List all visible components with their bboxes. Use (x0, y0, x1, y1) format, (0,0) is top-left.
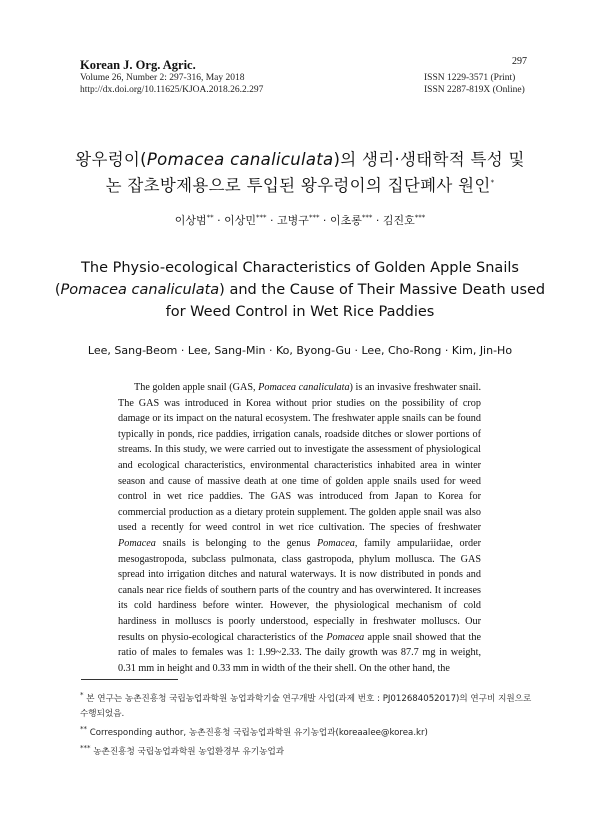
korean-author-mark: ** (206, 213, 214, 222)
abstract-paragraph (118, 380, 481, 676)
korean-author-mark: *** (361, 213, 373, 222)
abstract-species-4: Pomacea (326, 631, 365, 643)
journal-meta (80, 73, 263, 96)
korean-author-name: 이상범 (174, 214, 207, 227)
footnote-mark: *** (80, 743, 91, 752)
korean-author-name: 이상민 (224, 214, 257, 227)
english-title-line3: for Weed Control in Wet Rice Paddies (165, 304, 435, 320)
english-title (40, 257, 560, 323)
footnote-funding (80, 688, 540, 722)
abstract-text-3: snails is belonging to the genus (155, 537, 317, 549)
volume-line: Volume 26, Number 2: 297-316, May 2018 (80, 73, 245, 83)
korean-author-mark: *** (308, 213, 320, 222)
english-title-species: Pomacea canaliculata (60, 282, 220, 298)
korean-author-separator: · (213, 214, 225, 227)
korean-author-separator: · (266, 214, 278, 227)
english-title-line2 (40, 279, 560, 301)
english-authors: Lee, Sang-Beom · Lee, Sang-Min · Ko, Byong-Gu · Lee, Cho-Rong · Kim, Jin-Ho (87, 344, 513, 357)
korean-author-separator: · (372, 214, 383, 227)
abstract-text-5: apple snail showed that the ratio of males to females was 1: 1.99~2.33. The daily growth was 87.7 mg in weight, 0.31 mm in height and 0.33 mm in width of the their shell. On the other hand, the (118, 631, 481, 674)
korean-author-name: 이초롱 (329, 214, 362, 227)
english-title-paren: ( (54, 282, 61, 298)
korean-title-line2 (40, 172, 560, 196)
korean-author-mark: *** (256, 213, 267, 222)
footnote-text: 농촌진흥청 국립농업과학원 농업환경부 유기농업과 (90, 746, 285, 757)
footnote-text: 본 연구는 농촌진흥청 국립농업과학원 농업과학기술 연구개발 사업(과제 번호 : PJ012684052017)의 연구비 지원으로 수행되었음. (80, 693, 532, 719)
abstract (118, 380, 481, 676)
doi-link[interactable]: http://dx.doi.org/10.11625/KJOA.2018.26.2.297 (80, 84, 264, 95)
korean-title-suffix: )의 생리·생태학적 특성 및 (333, 150, 525, 169)
korean-title-prefix: 왕우렁이( (75, 150, 147, 169)
issn-print: ISSN 1229-3571 (Print) (424, 73, 516, 83)
footnotes (80, 688, 540, 760)
abstract-text-1: The golden apple snail (GAS, (134, 382, 259, 393)
korean-author-name: 고병구 (277, 214, 309, 227)
korean-author-separator: · (319, 214, 330, 227)
korean-author-mark: *** (414, 213, 426, 222)
korean-title-footnote-mark: * (490, 178, 495, 187)
abstract-species-3: Pomacea (316, 537, 355, 549)
abstract-species-1: Pomacea canaliculata (258, 382, 350, 393)
abstract-text-4: , family ampulariidae, order mesogastropoda, subclass pulmonata, class gastropoda, phylum mollusca. The GAS spread into irrigation ditches and natural waterways. It is now distributed in ponds and canals near rice fields of southern parts of the country and has overwintered. It increases its cold hardiness before winter. However, the physiological mechanism of cold hardiness in molluscs is poorly understood, especially in freshwater molluscs. Our results on physio-ecological characteristics of the (118, 537, 481, 643)
footnote-text: Corresponding author, 농촌진흥청 국립농업과학원 유기농업과(koreaalee@korea.kr) (87, 727, 428, 738)
footnote-divider (81, 679, 178, 680)
footnote-mark: ** (80, 724, 87, 733)
footnote-mark: * (80, 691, 84, 699)
abstract-species-2: Pomacea (118, 537, 156, 549)
korean-title-line2-text: 논 잡초방제용으로 투입된 왕우렁이의 집단폐사 원인 (105, 176, 491, 195)
abstract-text-2: ) is an invasive freshwater snail. The GAS was introduced in Korea without prior studies on the possibility of crop damage or its impact on the natural ecosystem. The freshwater apple snails can be found typically in ponds, rice paddies, irrigation canals, roadside ditches or slower portions of streams. In this study, we were carried out to investigate the assessment of physiological and ecological characteristics, environmental characteristics inhabited area in winter season and cause of massive death at one time of golden apple snails used for weed control in wet rice paddies. The GAS was introduced from Japan to Korea for commercial production as a dietary protein supplement. The golden apple snail was also used a recently for weed control in wet rice cultivation. The species of freshwater (118, 382, 482, 534)
korean-title-species: Pomacea canaliculata (146, 150, 334, 169)
issn-block (424, 73, 525, 96)
journal-name: Korean J. Org. Agric. (80, 58, 196, 72)
footnote-corresponding (80, 722, 540, 741)
issn-online: ISSN 2287-819X (Online) (424, 84, 525, 95)
korean-author-name: 김진호 (382, 214, 415, 227)
korean-authors (40, 212, 560, 228)
english-title-line1: The Physio-ecological Characteristics of Golden Apple Snails (81, 260, 519, 276)
english-title-line2-rest: ) and the Cause of Their Massive Death used (219, 282, 546, 298)
korean-title-line1 (40, 146, 560, 170)
footnote-affiliation (80, 741, 540, 760)
page-number: 297 (512, 56, 527, 67)
